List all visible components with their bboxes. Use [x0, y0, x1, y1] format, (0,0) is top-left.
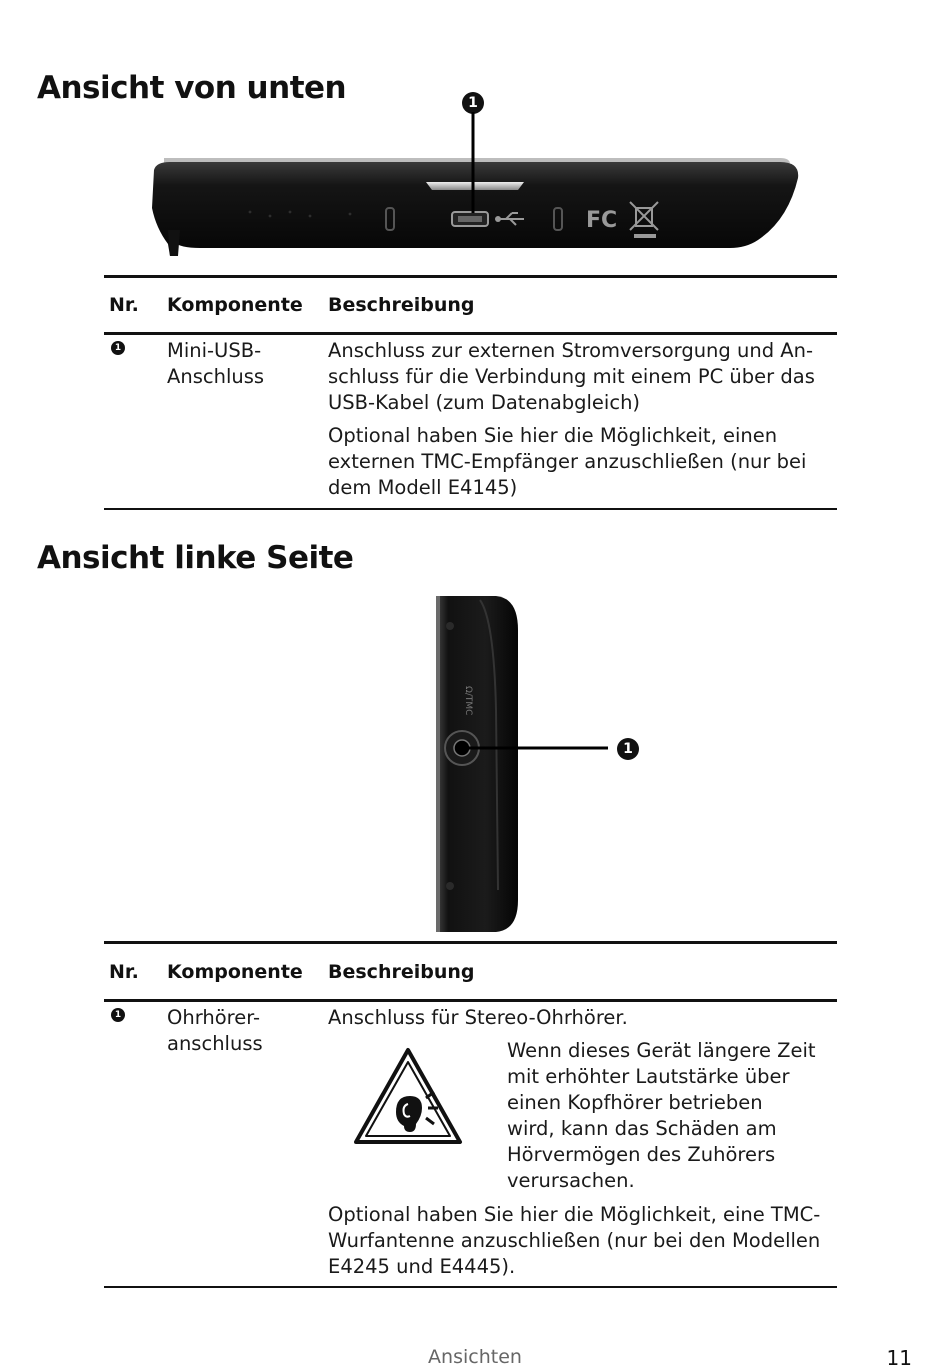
section-title-bottom-view: Ansicht von unten — [37, 70, 347, 106]
table2-component-cell: Ohrhörer- anschluss — [167, 1006, 263, 1055]
table2-description-outro: Optional haben Sie hier die Möglichkeit, eine TMC- Wurfantenne anzuschließen (nur bei den Modellen E4245 und E4445). — [328, 1203, 821, 1278]
table2-header-nr: Nr. — [109, 961, 139, 983]
table2-header-rule — [104, 999, 837, 1002]
device-side-label: Ω/TMC — [463, 686, 473, 716]
table2-bottom-rule — [104, 1286, 837, 1288]
hearing-warning-icon — [352, 1046, 464, 1146]
device-left-side-image — [420, 590, 660, 935]
callout-marker-1: 1 — [462, 92, 484, 114]
table2-header-description: Beschreibung — [328, 961, 475, 983]
table2-description-intro: Anschluss für Stereo-Ohrhörer. — [328, 1006, 628, 1029]
callout-marker-1-side: 1 — [617, 738, 639, 760]
table1-description-para2: Optional haben Sie hier die Möglichkeit, einen externen TMC-Empfänger anzuschließen (nur bei dem Modell E4145) — [328, 424, 807, 499]
row-marker-1: 1 — [111, 341, 125, 355]
table1-header-component: Komponente — [167, 294, 303, 316]
table2-header-component: Komponente — [167, 961, 303, 983]
table1-header-rule — [104, 332, 837, 335]
warning-text: Wenn dieses Gerät längere Zeit mit erhöhter Lautstärke über einen Kopfhörer betrieben wird, kann das Schäden am Hörvermögen des Zuhörers verursachen. — [507, 1039, 816, 1192]
table1-header-description: Beschreibung — [328, 294, 475, 316]
row-marker-1: 1 — [111, 1008, 125, 1022]
svg-text:FC: FC — [586, 208, 618, 233]
table1-component-cell: Mini-USB- Anschluss — [167, 339, 265, 388]
table1-header-nr: Nr. — [109, 294, 139, 316]
footer-section-label: Ansichten — [428, 1346, 522, 1368]
section-title-left-view: Ansicht linke Seite — [37, 540, 354, 576]
table1-description-para1: Anschluss zur externen Stromversorgung und An- schluss für die Verbindung mit einem PC über das USB-Kabel (zum Datenabgleich) — [328, 339, 815, 414]
page-number: 11 — [886, 1346, 912, 1370]
table1-bottom-rule — [104, 508, 837, 510]
device-bottom-view-image — [140, 112, 820, 262]
table2-top-rule — [104, 941, 837, 944]
table1-top-rule — [104, 275, 837, 278]
